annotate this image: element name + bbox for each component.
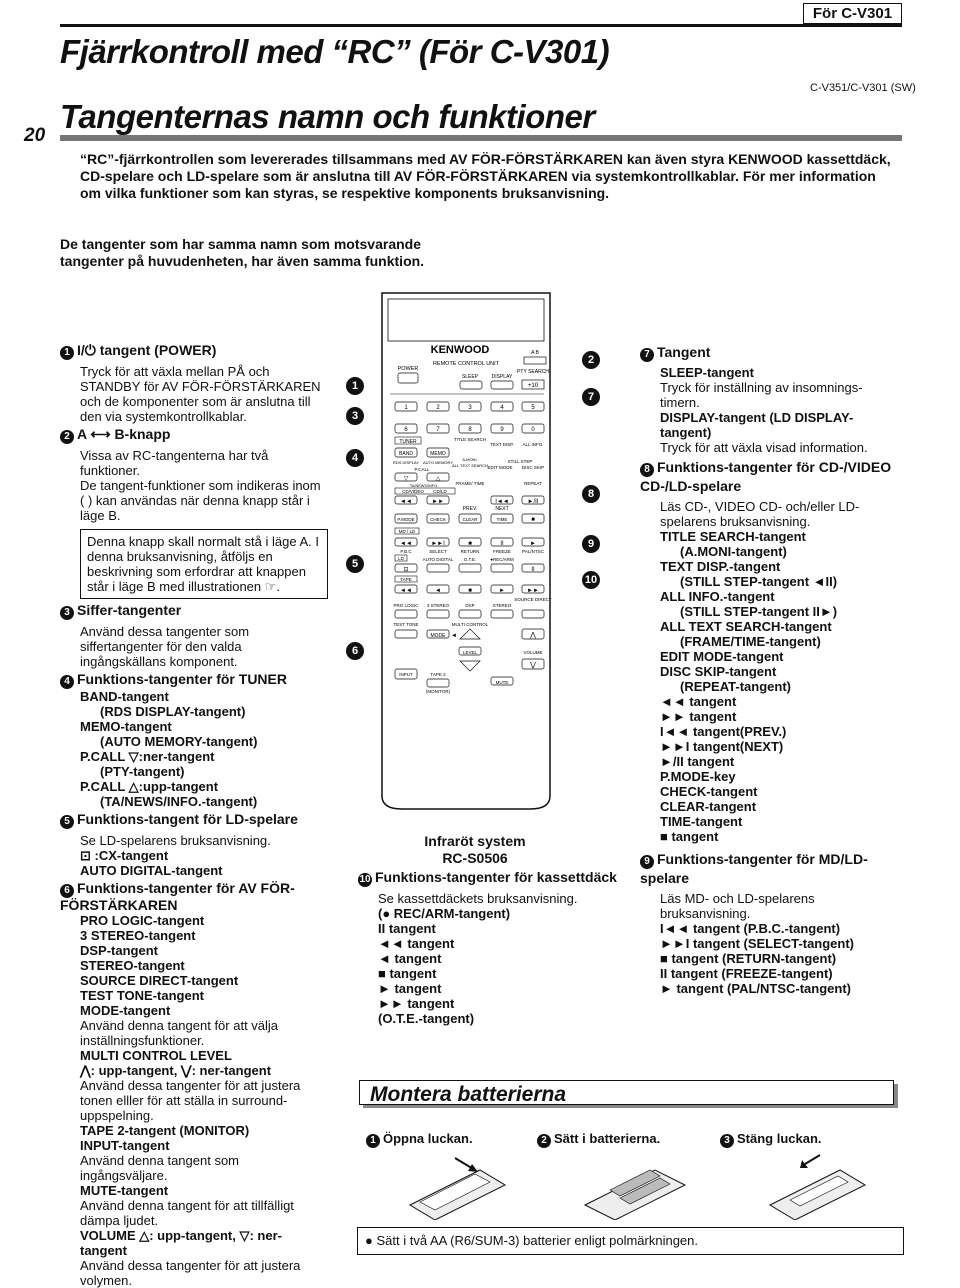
section-8-list — [640, 529, 902, 844]
svg-text:MUTE: MUTE — [495, 680, 509, 685]
section-3-heading: 3 Siffer-tangenter — [60, 603, 328, 620]
svg-text:(MONITOR): (MONITOR) — [425, 689, 451, 694]
svg-text:REMOTE CONTROL UNIT: REMOTE CONTROL UNIT — [432, 361, 500, 367]
svg-text:RDS DISPLAY: RDS DISPLAY — [392, 460, 420, 465]
cd-key-line: (STILL STEP-tangent II►) — [680, 604, 838, 619]
svg-text:⋁: ⋁ — [530, 662, 536, 669]
amp-volume-text: Använd dessa tangenter för att justera volymen. — [80, 1258, 301, 1288]
svg-text:CD/LD: CD/LD — [433, 489, 447, 494]
callout-9: 9 — [582, 534, 600, 553]
svg-text:△: △ — [435, 476, 441, 482]
svg-text:TEXT DISP.: TEXT DISP. — [490, 442, 514, 447]
ld-cx: ⊡ :CX-tangent — [80, 848, 169, 863]
cd-key-line: (REPEAT-tangent) — [680, 679, 791, 694]
tuner-rds: (RDS DISPLAY-tangent) — [100, 704, 246, 719]
left-column — [60, 343, 328, 1288]
svg-text:0: 0 — [531, 427, 535, 433]
sleep-key: SLEEP-tangent — [660, 365, 754, 380]
svg-text:►►: ►► — [527, 588, 539, 594]
svg-text:P.MODE: P.MODE — [397, 517, 415, 522]
number-4-icon: 4 — [60, 675, 74, 689]
cd-key-line: DISC SKIP-tangent — [660, 664, 777, 679]
cassette-line: (O.T.E.-tangent) — [378, 1011, 475, 1026]
amp-stereo: STEREO-tangent — [80, 958, 185, 973]
battery-step-1: 1 Öppna luckan. — [366, 1131, 473, 1148]
svg-text:►►I: ►►I — [431, 541, 445, 547]
battery-title: Montera batterierna — [370, 1083, 567, 1106]
svg-text:7: 7 — [436, 427, 440, 433]
tuner-pcall-down: P.CALL ▽:ner-tangent — [80, 749, 215, 764]
callout-8: 8 — [582, 484, 600, 503]
battery-note: ● Sätt i två AA (R6/SUM-3) batterier enligt polmärkningen. — [365, 1233, 699, 1248]
section-4-heading: 4 Funktions-tangenter för TUNER — [60, 672, 328, 689]
md-key: ►►I tangent (SELECT-tangent) — [660, 936, 855, 951]
cd-key-line: P.MODE-key — [660, 769, 736, 784]
svg-text:AUTO DIGITAL: AUTO DIGITAL — [422, 557, 454, 562]
svg-text:CHECK: CHECK — [430, 517, 446, 522]
cd-key-line: TIME-tangent — [660, 814, 743, 829]
svg-text:►: ► — [499, 588, 505, 594]
svg-text:BAND: BAND — [399, 451, 413, 457]
svg-text:6: 6 — [404, 427, 408, 433]
svg-text:►/II: ►/II — [527, 499, 539, 505]
svg-text:►►: ►► — [432, 499, 444, 505]
amp-mode-text: Använd denna tangent för att välja inställningsfunktioner. — [80, 1018, 279, 1048]
svg-text:DISPLAY: DISPLAY — [491, 374, 513, 380]
cd-key-line: CLEAR-tangent — [660, 799, 757, 814]
number-6-icon: 6 — [60, 884, 74, 898]
svg-text:TA/NEWS/INFO.: TA/NEWS/INFO. — [409, 484, 439, 488]
number-7-icon: 7 — [640, 348, 654, 362]
number-2-icon: 2 — [60, 430, 74, 444]
svg-text:MULTI CONTROL: MULTI CONTROL — [451, 622, 489, 627]
cassette-line: ■ tangent — [378, 966, 437, 981]
cd-key-line: (STILL STEP-tangent ◄II) — [680, 574, 838, 589]
svg-text:VOLUME: VOLUME — [523, 650, 543, 655]
number-2-icon: 2 — [537, 1134, 551, 1148]
callout-6: 6 — [346, 641, 364, 660]
svg-text:●REC/ARM: ●REC/ARM — [490, 557, 514, 562]
cd-key-line: (FRAME/TIME-tangent) — [680, 634, 821, 649]
svg-text:EDIT MODE: EDIT MODE — [487, 465, 513, 470]
section-2-text-1: Vissa av RC-tangenterna har två funktioner. — [80, 448, 269, 478]
number-1-icon: 1 — [366, 1134, 380, 1148]
section-2-heading: 2 A ⟷ B-knapp — [60, 427, 328, 444]
tuner-pty: (PTY-tangent) — [100, 764, 185, 779]
insert-batteries-illustration — [580, 1150, 690, 1220]
amp-mute-text: Använd denna tangent för att tillfälligt dämpa ljudet. — [80, 1198, 294, 1228]
svg-text:PAL/NTSC: PAL/NTSC — [522, 549, 544, 554]
svg-text:TITLE SEARCH: TITLE SEARCH — [453, 437, 487, 442]
svg-text:STEREO: STEREO — [492, 603, 512, 608]
cassette-line: ► tangent — [378, 981, 442, 996]
svg-text:SELECT: SELECT — [429, 549, 447, 554]
svg-text:3 STEREO: 3 STEREO — [426, 603, 450, 608]
tuner-pcall-up: P.CALL △:upp-tangent — [80, 779, 219, 794]
cd-key-line: EDIT MODE-tangent — [660, 649, 784, 664]
b-mode-note-box: Denna knapp skall normalt stå i läge A. I denna bruksanvisning, åtföljs en beskrivning som erfordrar att knappen står i läge B med illustrationen ☞. — [80, 529, 328, 599]
svg-text:◄◄: ◄◄ — [400, 541, 412, 547]
bullet-icon: ● — [365, 1233, 377, 1248]
remote-brand: KENWOOD — [430, 344, 490, 356]
svg-text:TIME: TIME — [496, 517, 508, 522]
cassette-line: II tangent — [378, 921, 436, 936]
callout-7: 7 — [582, 387, 600, 406]
battery-step-3: 3 Stäng luckan. — [720, 1131, 822, 1148]
svg-text:POWER: POWER — [397, 366, 419, 372]
svg-text:SLEEP: SLEEP — [461, 374, 479, 380]
section-9-heading: 9 Funktions-tangenter för MD/LD-spelare — [640, 851, 868, 886]
callout-4: 4 — [346, 448, 364, 467]
cd-key-line: ■ tangent — [660, 829, 719, 844]
display-key: DISPLAY-tangent (LD DISPLAY-tangent) — [660, 410, 854, 440]
section-8-heading: 8 Funktions-tangenter för CD-/VIDEO CD-/LD-spelare — [640, 459, 892, 494]
page-title: Fjärrkontroll med “RC” (För C-V301) — [60, 33, 610, 70]
number-5-icon: 5 — [60, 815, 74, 829]
section-6-heading: 6 Funktions-tangenter för AV FÖR-FÖRSTÄRKAREN — [60, 880, 295, 913]
svg-text:DSP: DSP — [465, 603, 475, 608]
svg-text:TUNER: TUNER — [399, 439, 417, 445]
svg-text:P.CALL: P.CALL — [414, 467, 430, 472]
svg-text:◄◄: ◄◄ — [400, 588, 412, 594]
svg-text:CLEAR: CLEAR — [462, 517, 478, 522]
amp-source-direct: SOURCE DIRECT-tangent — [80, 973, 239, 988]
svg-text:INPUT: INPUT — [399, 672, 413, 677]
svg-text:CD/VIDEO: CD/VIDEO — [402, 489, 424, 494]
ld-autodigital: AUTO DIGITAL-tangent — [80, 863, 223, 878]
section-8-text: Läs CD-, VIDEO CD- och/eller LD-spelarens bruksanvisning. — [660, 499, 860, 529]
svg-text:STILL STEP: STILL STEP — [507, 459, 533, 464]
md-key: I◄◄ tangent (P.B.C.-tangent) — [660, 921, 841, 936]
model-badge: För C-V301 — [803, 3, 902, 24]
svg-text:TAPE: TAPE — [400, 577, 412, 582]
svg-text:■: ■ — [531, 517, 535, 523]
section-5-heading: 5 Funktions-tangent för LD-spelare — [60, 812, 328, 829]
svg-text:A B: A B — [531, 350, 539, 356]
cd-key-line: ►►I tangent(NEXT) — [660, 739, 784, 754]
svg-text:PTY SEARCH: PTY SEARCH — [517, 369, 549, 375]
callout-2: 2 — [582, 350, 600, 369]
svg-text:ALL INFO.: ALL INFO. — [522, 442, 544, 447]
sleep-text: Tryck för inställning av insomnings-timern. — [660, 380, 863, 410]
svg-text:◄: ◄ — [435, 588, 441, 594]
display-text: Tryck för att växla visad information. — [660, 440, 868, 455]
md-key: II tangent (FREEZE-tangent) — [660, 966, 833, 981]
svg-text:◄◄: ◄◄ — [400, 499, 412, 505]
svg-text:MEMO: MEMO — [430, 451, 446, 457]
amp-multi-updown: ⋀: upp-tangent, ⋁: ner-tangent — [80, 1063, 272, 1078]
callout-5: 5 — [346, 554, 364, 573]
tuner-memo: MEMO-tangent — [80, 719, 172, 734]
svg-text:I◄◄: I◄◄ — [495, 499, 509, 505]
amp-volume: VOLUME △: upp-tangent, ▽: ner-tangent — [80, 1228, 282, 1258]
intro-text: “RC”-fjärrkontrollen som levererades tillsammans med AV FÖR-FÖRSTÄRKAREN kan även styra KENWOOD kassettdäck, CD-spelare och LD-spelare som är anslutna till AV FÖR-FÖRSTÄRKAREN via systemkontrollkablar. För mer information om vilka funktioner som kan styras, se respektive komponents bruksanvisning. — [80, 151, 891, 201]
svg-text:5: 5 — [531, 405, 535, 411]
callout-1: 1 — [346, 376, 364, 395]
svg-text:4: 4 — [500, 405, 504, 411]
section-1-text: Tryck för att växla mellan PÅ och STANDBY för AV FÖR-FÖRSTÄRKAREN och de komponenter som är anslutna till den via systemkontrollkablar. — [80, 364, 321, 424]
section-title: Tangenternas namn och funktioner — [60, 98, 595, 135]
svg-text:9: 9 — [500, 427, 504, 433]
svg-text:LEVEL: LEVEL — [462, 650, 478, 655]
svg-text:TEST TONE: TEST TONE — [393, 622, 419, 627]
section-1-heading: 1 I/⏻ tangent (POWER) — [60, 343, 328, 360]
svg-text:REPEAT: REPEAT — [524, 481, 542, 486]
svg-text:P.B.C: P.B.C — [400, 549, 412, 554]
svg-text:II: II — [531, 567, 535, 573]
svg-text:ALL TEXT SEARCH: ALL TEXT SEARCH — [452, 463, 488, 468]
svg-text:PRO LOGIC: PRO LOGIC — [393, 603, 419, 608]
svg-text:NEXT: NEXT — [495, 506, 509, 512]
cd-key-line: ALL TEXT SEARCH-tangent — [660, 619, 832, 634]
section-5-text: Se LD-spelarens bruksanvisning. — [80, 833, 271, 848]
model-reference: C-V351/C-V301 (SW) — [810, 82, 916, 94]
section-3-text: Använd dessa tangenter som siffertangenter för den valda ingångskällans komponent. — [80, 624, 250, 669]
amp-input: INPUT-tangent — [80, 1138, 170, 1153]
cd-key-line: ALL INFO.-tangent — [660, 589, 775, 604]
section-7-heading: 7 Tangent — [640, 345, 902, 362]
svg-text:⊡: ⊡ — [403, 567, 409, 573]
cd-key-line: TITLE SEARCH-tangent — [660, 529, 806, 544]
svg-text:2: 2 — [436, 405, 440, 411]
amp-mute: MUTE-tangent — [80, 1183, 169, 1198]
svg-text:MD / LD: MD / LD — [398, 529, 416, 534]
number-3-icon: 3 — [720, 1134, 734, 1148]
svg-text:FREEZE: FREEZE — [493, 549, 511, 554]
amp-test-tone: TEST TONE-tangent — [80, 988, 204, 1003]
svg-text:3: 3 — [468, 405, 472, 411]
number-10-icon: 10 — [359, 874, 371, 885]
amp-input-text: Använd denna tangent som ingångsväljare. — [80, 1153, 240, 1183]
number-3-icon: 3 — [60, 606, 74, 620]
section-rule — [60, 135, 902, 141]
tuner-automem: (AUTO MEMORY-tangent) — [100, 734, 258, 749]
svg-text:SOURCE DIRECT: SOURCE DIRECT — [514, 597, 552, 602]
amp-multi-text: Använd dessa tangenter för att justera tonen elller för att ställa in surround-uppspelning. — [80, 1078, 301, 1123]
svg-text:■: ■ — [468, 588, 472, 594]
svg-text:►: ► — [530, 541, 536, 547]
cassette-line: ◄ tangent — [378, 951, 442, 966]
page-number: 20 — [24, 125, 46, 146]
close-lid-illustration — [760, 1150, 870, 1220]
cassette-line: ◄◄ tangent — [378, 936, 455, 951]
cd-key-line: ►► tangent — [660, 709, 737, 724]
open-lid-illustration — [400, 1150, 510, 1220]
remote-control-illustration — [380, 291, 552, 811]
svg-text:1: 1 — [404, 405, 408, 411]
svg-text:DISC SKIP: DISC SKIP — [521, 465, 545, 470]
cassette-line: (● REC/ARM-tangent) — [378, 906, 511, 921]
amp-prologic: PRO LOGIC-tangent — [80, 913, 205, 928]
svg-text:LD: LD — [398, 556, 404, 561]
cassette-section — [358, 870, 638, 1026]
cd-key-line: CHECK-tangent — [660, 784, 758, 799]
amp-mode: MODE-tangent — [80, 1003, 171, 1018]
svg-text:▽: ▽ — [403, 476, 409, 482]
svg-text:TAPE 2: TAPE 2 — [430, 672, 446, 677]
svg-text:A.MONI.: A.MONI. — [462, 457, 478, 462]
amp-3stereo: 3 STEREO-tangent — [80, 928, 196, 943]
top-rule — [60, 24, 902, 27]
right-column — [640, 345, 902, 996]
md-key: ► tangent (PAL/NTSC-tangent) — [660, 981, 851, 996]
md-key: ■ tangent (RETURN-tangent) — [660, 951, 837, 966]
svg-text:O.T.E.: O.T.E. — [463, 557, 477, 562]
note-text: De tangenter som har samma namn som motsvarande tangenter på huvudenheten, har även samma funktion. — [60, 236, 425, 269]
svg-text:RETURN: RETURN — [460, 549, 480, 554]
svg-text:+10: +10 — [527, 383, 539, 389]
svg-text:AUTO MEMORY: AUTO MEMORY — [422, 460, 454, 465]
callout-3: 3 — [346, 406, 364, 425]
svg-text:PREV.: PREV. — [462, 506, 478, 512]
svg-text:II: II — [500, 541, 504, 547]
svg-text:⋀: ⋀ — [530, 632, 536, 639]
svg-text:■: ■ — [468, 541, 472, 547]
cassette-line: ►► tangent — [378, 996, 455, 1011]
number-9-icon: 9 — [640, 855, 654, 869]
cd-key-line: I◄◄ tangent(PREV.) — [660, 724, 787, 739]
callout-10: 10 — [582, 570, 600, 589]
cd-key-line: ◄◄ tangent — [660, 694, 737, 709]
remote-caption: Infraröt system RC-S0506 — [424, 833, 526, 866]
section-10-text: Se kassettdäckets bruksanvisning. — [378, 891, 578, 906]
amp-tape2: TAPE 2-tangent (MONITOR) — [80, 1123, 250, 1138]
battery-step-2: 2 Sätt i batterierna. — [537, 1131, 660, 1148]
number-1-icon: 1 — [60, 346, 74, 360]
tuner-band: BAND-tangent — [80, 689, 169, 704]
section-9-text: Läs MD- och LD-spelarens bruksanvisning. — [660, 891, 815, 921]
svg-text:◄: ◄ — [451, 633, 457, 639]
cd-key-line: TEXT DISP.-tangent — [660, 559, 781, 574]
tuner-ta: (TA/NEWS/INFO.-tangent) — [100, 794, 258, 809]
hand-pointer-icon: ☞ — [264, 579, 277, 594]
svg-text:8: 8 — [468, 427, 472, 433]
cd-key-line: (A.MONI-tangent) — [680, 544, 787, 559]
section-10-heading: 10 Funktions-tangenter för kassettdäck — [359, 869, 617, 885]
svg-text:FRAME/ TIME: FRAME/ TIME — [455, 481, 485, 486]
cd-key-line: ►/II tangent — [660, 754, 735, 769]
svg-text:MODE: MODE — [430, 633, 446, 639]
number-8-icon: 8 — [640, 463, 654, 477]
amp-multi: MULTI CONTROL LEVEL — [80, 1048, 232, 1063]
amp-dsp: DSP-tangent — [80, 943, 158, 958]
section-2-text-2: De tangent-funktioner som indikeras inom ( ) kan användas när denna knapp står i läge B. — [80, 478, 321, 523]
